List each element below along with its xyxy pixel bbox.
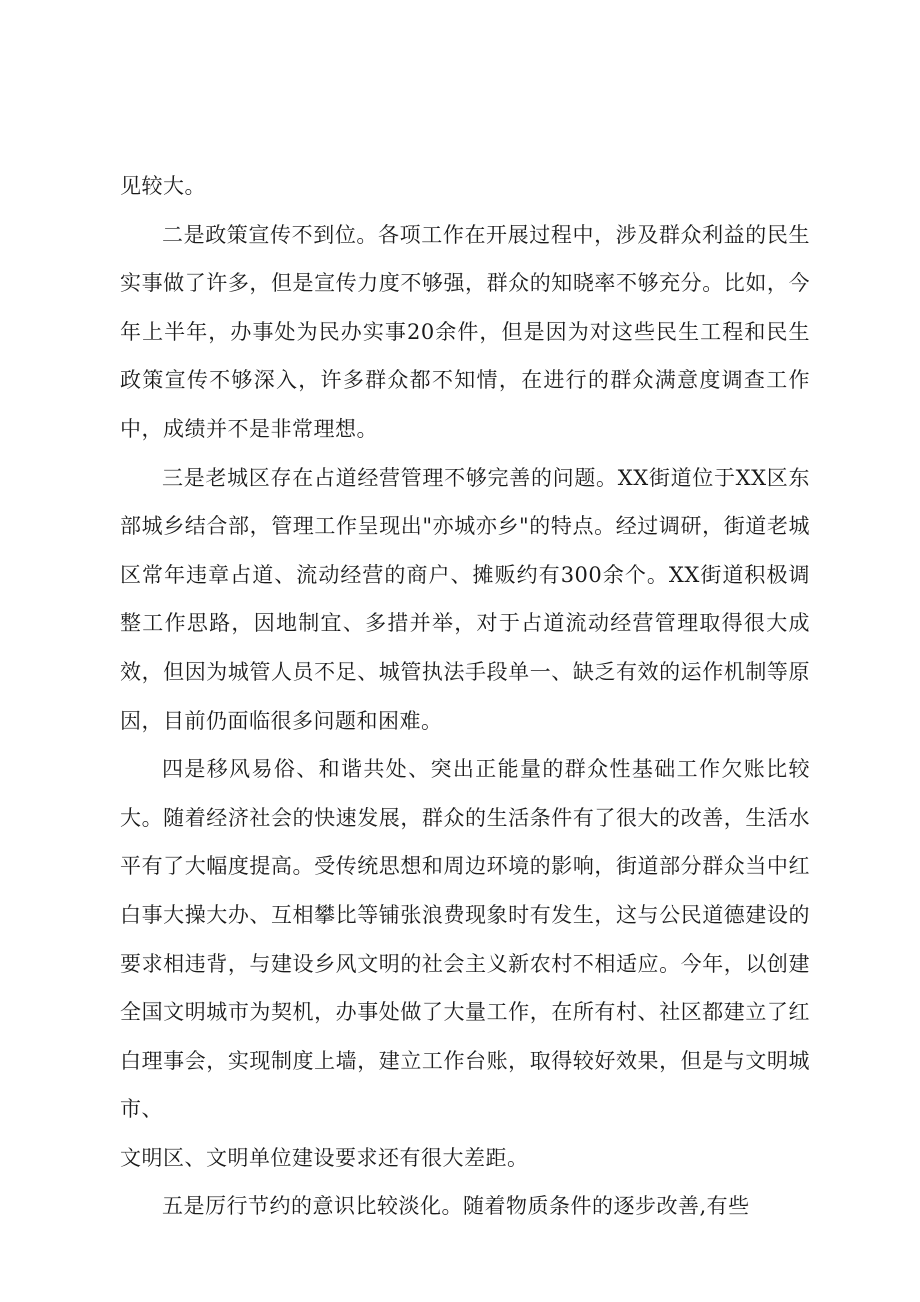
- paragraph-old-town-management: 三是老城区存在占道经营管理不够完善的问题。XX街道位于XX区东部城乡结合部，管理工作呈现出"亦城亦乡"的特点。经过调研，街道老城区常年违章占道、流动经营的商户、摊贩约有300余个。XX街道积极调整工作思路，因地制宜、多措并举，对于占道流动经营管理取得很大成效，但因为城管人员不足、城管执法手段单一、缺乏有效的运作机制等原因，目前仍面临很多问题和困难。: [120, 465, 810, 733]
- document-body: [120, 162, 810, 1231]
- paragraph-civilization-gap: 文明区、文明单位建设要求还有很大差距。: [120, 1145, 529, 1170]
- paragraph-customs-reform: 四是移风易俗、和谐共处、突出正能量的群众性基础工作欠账比较大。随着经济社会的快速发展，群众的生活条件有了很大的改善，生活水平有了大幅度提高。受传统思想和周边环境的影响，街道部分群众当中红白事大操大办、互相攀比等铺张浪费现象时有发生，这与公民道德建设的要求相违背，与建设乡风文明的社会主义新农村不相适应。今年，以创建全国文明城市为契机，办事处做了大量工作，在所有村、社区都建立了红白理事会，实现制度上墙，建立工作台账，取得较好效果，但是与文明城市、: [120, 757, 810, 1122]
- paragraph-frugality: 五是厉行节约的意识比较淡化。随着物质条件的逐步改善,有些: [162, 1194, 750, 1219]
- paragraph-continuation: 见较大。: [120, 174, 206, 198]
- paragraph-policy-publicity: 二是政策宣传不到位。各项工作在开展过程中，涉及群众利益的民生实事做了许多，但是宣传力度不够强，群众的知晓率不够充分。比如，今年上半年，办事处为民办实事20余件，但是因为对这些民生工程和民生政策宣传不够深入，许多群众都不知情，在进行的群众满意度调查工作中，成绩并不是非常理想。: [120, 222, 810, 441]
